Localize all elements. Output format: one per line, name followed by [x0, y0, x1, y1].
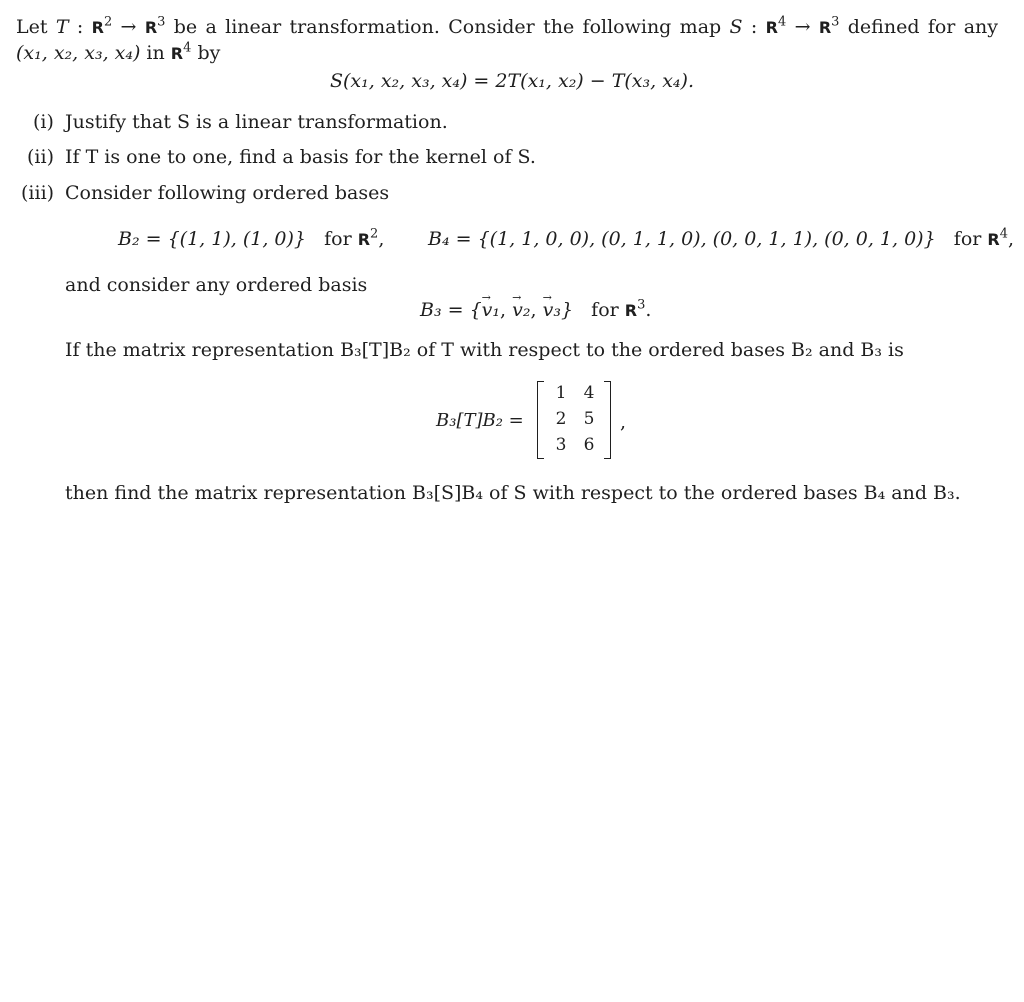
matrix-statement: If the matrix representation B₃[T]B₂ of T with respect to the ordered bases B₂ and B₃ is [65, 339, 904, 361]
part-iii-label: (iii) [21, 182, 55, 204]
intro-line-1: Let T : $R^2 \to R^3$ be a linear transformation. Consider the following map S : $R^4 \to R^3$ defined for any [16, 14, 999, 38]
matrix-left-bracket [537, 381, 544, 459]
basis-b3: B₃ = {→ v₁, → v₂, → v₃} for $R^3$. [420, 298, 651, 323]
matrix-right-bracket [604, 381, 611, 459]
matrix-label: B₃[T]B₂ = [436, 410, 524, 431]
matrix-t [537, 381, 611, 459]
final-question: then find the matrix representation B₃[S]B₄ of S with respect to the ordered bases B₄ and B₃. [65, 482, 961, 504]
basis-b2: B₂ = {(1, 1), (1, 0)} for $R^2$, [118, 226, 385, 250]
intro-line-2: (x₁, x₂, x₃, x₄) in $R^4$ by [16, 40, 221, 64]
map-definition: S(x₁, x₂, x₃, x₄) = 2T(x₁, x₂) − T(x₃, x₄). [329, 70, 694, 92]
part-i-text: Justify that S is a linear transformation. [65, 111, 448, 133]
matrix-comma: , [620, 411, 627, 433]
matrix-cell: 1 [555, 383, 567, 403]
matrix-cell: 5 [583, 409, 595, 429]
part-i-label: (i) [33, 111, 54, 133]
matrix-cell: 2 [555, 409, 567, 429]
matrix-cell: 3 [555, 435, 567, 455]
part-iii-text: Consider following ordered bases [65, 182, 390, 204]
part-ii-label: (ii) [27, 146, 54, 168]
matrix-cell: 4 [583, 383, 595, 403]
matrix-cell: 6 [583, 435, 595, 455]
part-ii-text: If T is one to one, find a basis for the kernel of S. [65, 146, 536, 168]
basis-b4: B₄ = {(1, 1, 0, 0), (0, 1, 1, 0), (0, 0, 1, 1), (0, 0, 1, 0)} for $R^4$, [428, 226, 1015, 250]
any-basis-text: and consider any ordered basis [65, 274, 368, 296]
